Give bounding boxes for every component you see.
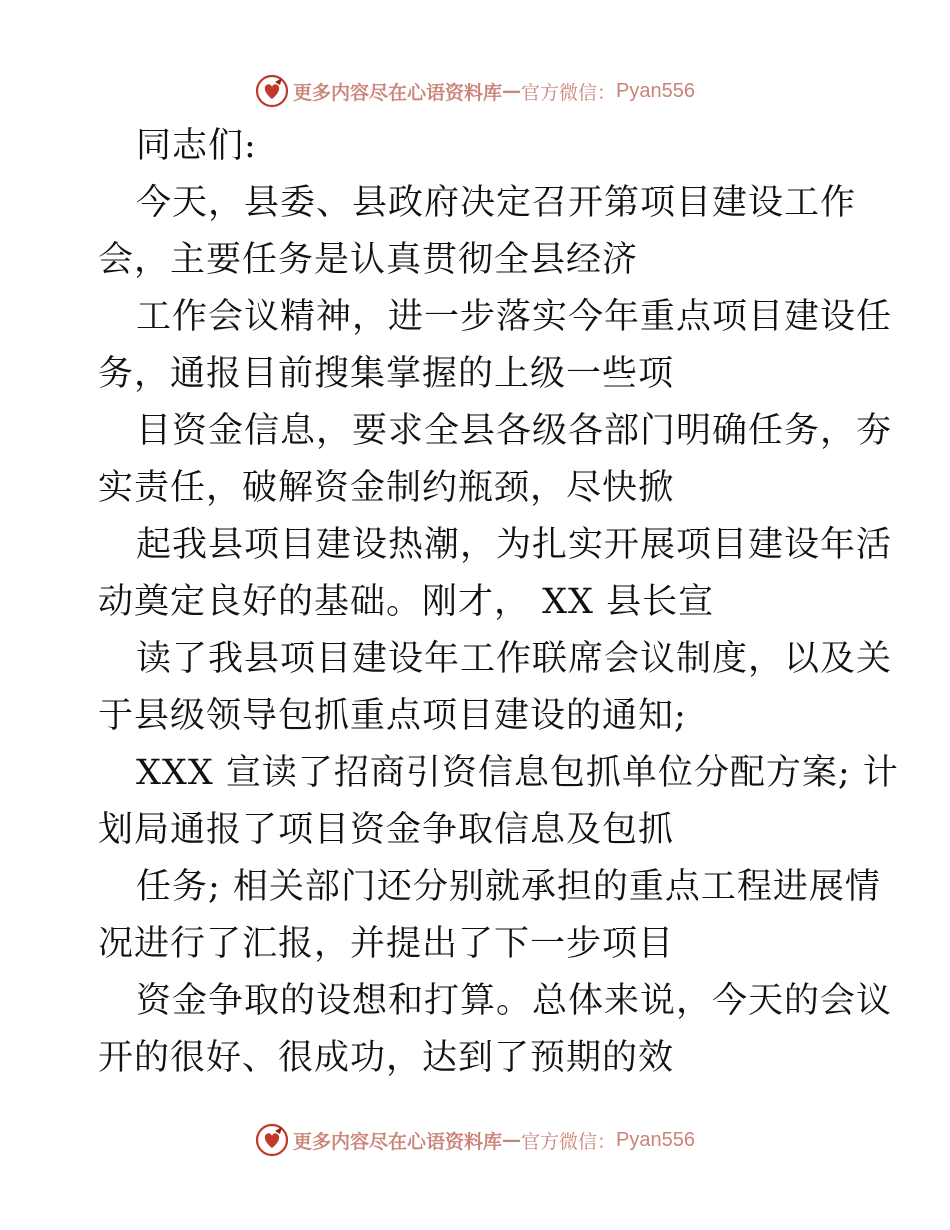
text-line: XXX 宣读了招商引资信息包抓单位分配方案; 计 bbox=[136, 753, 899, 793]
watermark-wechat-id: Pyan556 bbox=[616, 79, 695, 102]
text-line: 况进行了汇报，并提出了下一步项目 bbox=[98, 924, 675, 964]
text-line: 工作会议精神，进一步落实今年重点项目建设任 bbox=[136, 297, 893, 337]
heart-pen-logo-icon bbox=[255, 74, 289, 108]
text-line: 读了我县项目建设年工作联席会议制度，以及关 bbox=[136, 639, 893, 679]
watermark-dash: — bbox=[502, 1129, 522, 1151]
text-line: 实责任，破解资金制约瓶颈，尽快掀 bbox=[98, 468, 675, 508]
text-line: 于县级领导包抓重点项目建设的通知; bbox=[98, 696, 687, 736]
text-line: 会，主要任务是认真贯彻全县经济 bbox=[98, 240, 639, 280]
text-line: 同志们: bbox=[136, 126, 257, 166]
text-line: 资金争取的设想和打算。总体来说，今天的会议 bbox=[136, 981, 893, 1021]
text-line: 开的很好、很成功，达到了预期的效 bbox=[98, 1038, 675, 1078]
watermark-wechat-label: 官方微信： bbox=[521, 81, 617, 104]
text-line: 动奠定良好的基础。刚才， XX 县长宣 bbox=[98, 582, 715, 622]
text-line: 今天，县委、县政府决定召开第项目建设工作 bbox=[136, 183, 857, 223]
text-line: 起我县项目建设热潮，为扎实开展项目建设年活 bbox=[136, 525, 893, 565]
watermark-dash: — bbox=[502, 80, 522, 102]
watermark-brand-text: 更多内容尽在心语资料库 bbox=[293, 1130, 503, 1153]
text-line: 划局通报了项目资金争取信息及包抓 bbox=[98, 810, 675, 850]
watermark-brand-text: 更多内容尽在心语资料库 bbox=[293, 81, 503, 104]
watermark-wechat-label: 官方微信： bbox=[521, 1130, 617, 1153]
heart-pen-logo-icon bbox=[255, 1123, 289, 1157]
watermark-wechat-id: Pyan556 bbox=[616, 1128, 695, 1151]
footer-watermark bbox=[0, 1120, 950, 1160]
document-body bbox=[98, 118, 899, 1087]
text-line: 务，通报目前搜集掌握的上级一些项 bbox=[98, 354, 675, 394]
text-line: 目资金信息，要求全县各级各部门明确任务，夯 bbox=[136, 411, 893, 451]
text-line: 任务; 相关部门还分别就承担的重点工程进展情 bbox=[136, 867, 881, 907]
header-watermark bbox=[0, 71, 950, 111]
